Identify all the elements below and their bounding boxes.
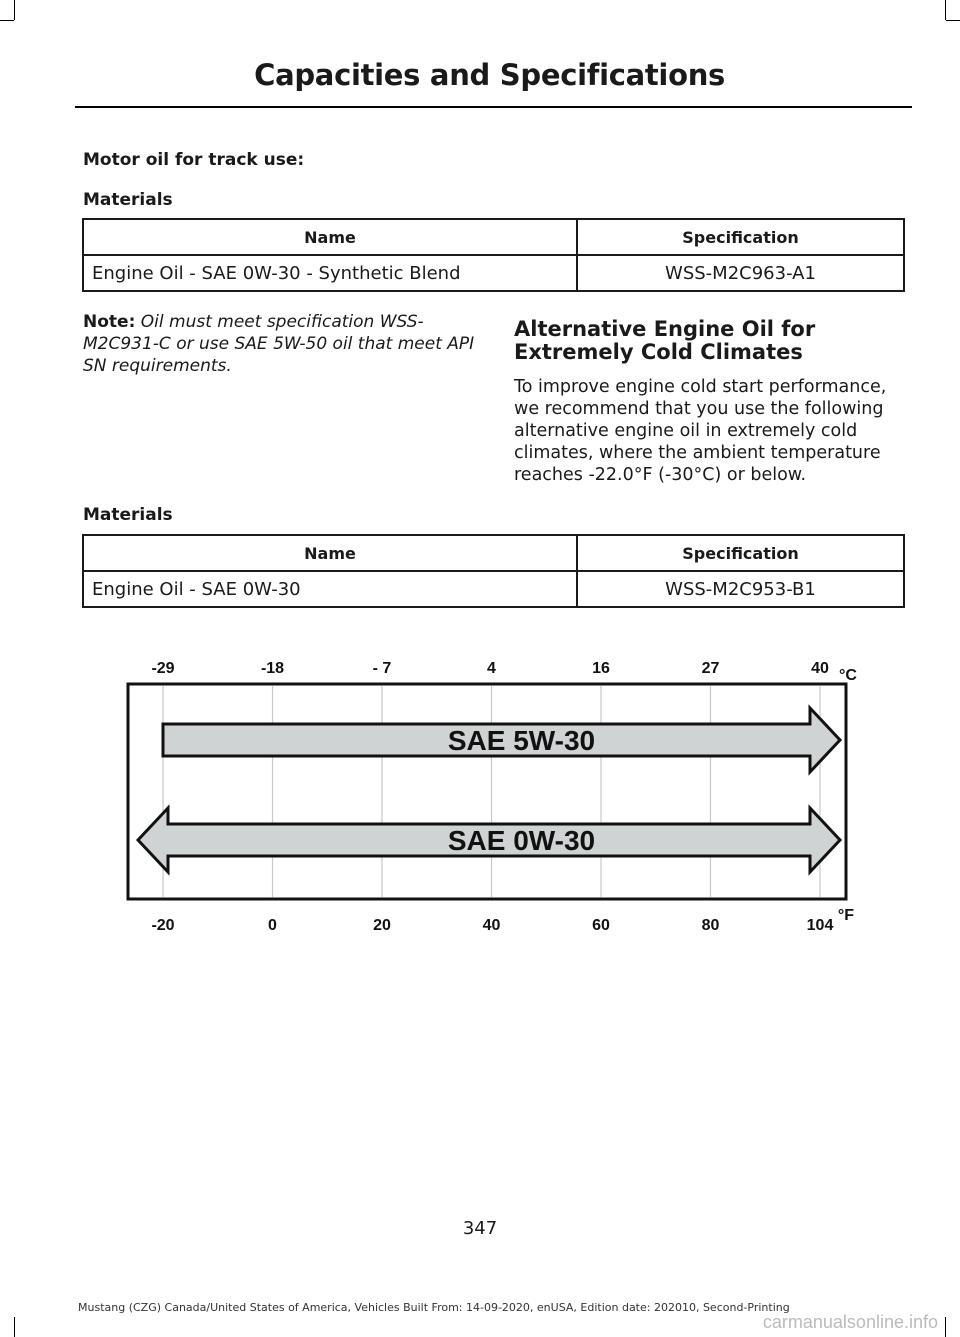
series-label: SAE 5W-30 <box>447 725 596 756</box>
fahrenheit-tick-label: 20 <box>373 917 391 934</box>
cell-name: Engine Oil - SAE 0W-30 - Synthetic Blend <box>83 255 577 291</box>
celsius-tick-label: 40 <box>811 660 829 677</box>
section-heading-cold-climates: Alternative Engine Oil for Extremely Cold Climates <box>514 317 816 364</box>
celsius-tick-label: -29 <box>151 660 175 677</box>
fahrenheit-tick-label: 80 <box>701 917 720 934</box>
table-header-row <box>83 535 904 571</box>
section-heading-track-oil: Motor oil for track use: <box>83 150 305 170</box>
table-header-row <box>83 219 904 255</box>
cell-name: Engine Oil - SAE 0W-30 <box>83 571 577 607</box>
chart-frame <box>128 684 846 899</box>
cell-specification: WSS-M2C953-B1 <box>577 571 904 607</box>
oil-temperature-chart <box>115 650 860 944</box>
column-header-specification: Specification <box>577 535 904 571</box>
footer-text: Mustang (CZG) Canada/United States of America, Vehicles Built From: 14-09-2020, enUSA, Edition date: 202010, Second-Printing <box>78 1301 790 1314</box>
column-header-specification: Specification <box>577 219 904 255</box>
crop-mark <box>14 0 15 20</box>
watermark: carmanualsonline.info <box>762 1312 938 1332</box>
fahrenheit-tick-label: 0 <box>268 917 277 934</box>
header-rule <box>75 106 912 108</box>
fahrenheit-tick-label: 104 <box>806 917 834 934</box>
celsius-tick-label: -18 <box>260 660 285 677</box>
crop-mark <box>946 20 960 21</box>
oil-temperature-chart-svg <box>115 650 860 940</box>
page-title: Capacities and Specifications <box>254 58 725 92</box>
crop-mark <box>945 1317 946 1337</box>
crop-mark <box>14 1317 15 1337</box>
celsius-tick-label: 27 <box>701 660 720 677</box>
materials-label: Materials <box>83 190 173 210</box>
note <box>83 311 483 377</box>
celsius-tick-label: - 7 <box>372 660 392 677</box>
column-header-name: Name <box>83 535 577 571</box>
crop-mark <box>945 0 946 20</box>
table-row <box>83 255 904 291</box>
note-text: Oil must meet specification WSS-M2C931-C or use SAE 5W-50 oil that meet API SN requirements. <box>83 312 475 376</box>
fahrenheit-tick-label: -20 <box>151 917 175 934</box>
table-row <box>83 571 904 607</box>
celsius-tick-label: 4 <box>487 660 496 677</box>
column-header-name: Name <box>83 219 577 255</box>
materials-table <box>82 218 905 292</box>
materials-table <box>82 534 905 608</box>
series-label: SAE 0W-30 <box>447 825 596 856</box>
page-number: 347 <box>462 1218 498 1239</box>
crop-mark <box>0 20 14 21</box>
fahrenheit-unit-label: °F <box>837 907 855 924</box>
celsius-unit-label: °C <box>839 667 857 684</box>
fahrenheit-tick-label: 40 <box>482 917 501 934</box>
materials-label: Materials <box>83 505 173 525</box>
celsius-tick-label: 16 <box>592 660 610 677</box>
cell-specification: WSS-M2C963-A1 <box>577 255 904 291</box>
fahrenheit-tick-label: 60 <box>592 917 610 934</box>
note-label: Note: <box>83 312 136 332</box>
section-body-cold-climates: To improve engine cold start performance, we recommend that you use the following alternative engine oil in extremely cold climates, where the ambient temperature reaches -22.0°F (-30°C) or below. <box>514 377 887 485</box>
